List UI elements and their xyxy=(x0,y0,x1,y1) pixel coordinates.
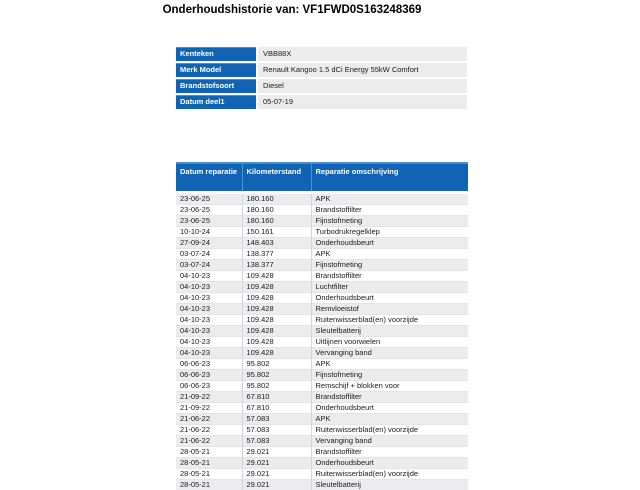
info-label: Datum deel1 xyxy=(176,95,258,109)
cell-kilometerstand: 138.377 xyxy=(242,249,311,260)
cell-kilometerstand: 95.802 xyxy=(242,381,311,392)
cell-datum-reparatie: 04-10-23 xyxy=(176,326,242,337)
cell-datum-reparatie: 06-06-23 xyxy=(176,370,242,381)
table-row xyxy=(176,469,468,480)
cell-datum-reparatie: 23-06-25 xyxy=(176,216,242,227)
cell-reparatie-omschrijving: APK xyxy=(311,193,468,205)
cell-reparatie-omschrijving: Ruitenwisserblad(en) voorzijde xyxy=(311,425,468,436)
table-row xyxy=(176,458,468,469)
cell-reparatie-omschrijving: Vervanging band xyxy=(311,436,468,447)
info-label: Brandstofsoort xyxy=(176,79,258,93)
cell-datum-reparatie: 10-10-24 xyxy=(176,227,242,238)
cell-kilometerstand: 29.021 xyxy=(242,458,311,469)
cell-datum-reparatie: 21-06-22 xyxy=(176,414,242,425)
info-value: Diesel xyxy=(258,79,467,93)
column-header: Reparatie omschrijving xyxy=(311,163,468,193)
cell-datum-reparatie: 04-10-23 xyxy=(176,293,242,304)
cell-kilometerstand: 109.428 xyxy=(242,271,311,282)
table-row xyxy=(176,271,468,282)
cell-kilometerstand: 109.428 xyxy=(242,304,311,315)
cell-datum-reparatie: 21-09-22 xyxy=(176,392,242,403)
vehicle-info-table xyxy=(176,45,467,111)
info-row xyxy=(176,63,467,77)
cell-kilometerstand: 67.810 xyxy=(242,392,311,403)
table-row xyxy=(176,293,468,304)
cell-datum-reparatie: 23-06-25 xyxy=(176,205,242,216)
cell-reparatie-omschrijving: Sleutelbatterij xyxy=(311,480,468,490)
table-row xyxy=(176,436,468,447)
table-row xyxy=(176,359,468,370)
cell-reparatie-omschrijving: Sleutelbatterij xyxy=(311,326,468,337)
cell-datum-reparatie: 04-10-23 xyxy=(176,282,242,293)
cell-kilometerstand: 180.160 xyxy=(242,193,311,205)
cell-datum-reparatie: 28-05-21 xyxy=(176,458,242,469)
table-row xyxy=(176,238,468,249)
cell-reparatie-omschrijving: Uitlijnen voorwielen xyxy=(311,337,468,348)
cell-reparatie-omschrijving: APK xyxy=(311,414,468,425)
cell-kilometerstand: 109.428 xyxy=(242,293,311,304)
table-row xyxy=(176,337,468,348)
cell-datum-reparatie: 21-06-22 xyxy=(176,425,242,436)
cell-datum-reparatie: 04-10-23 xyxy=(176,304,242,315)
cell-kilometerstand: 109.428 xyxy=(242,348,311,359)
history-body xyxy=(176,193,468,490)
cell-kilometerstand: 67.810 xyxy=(242,403,311,414)
cell-kilometerstand: 29.021 xyxy=(242,469,311,480)
info-row xyxy=(176,79,467,93)
table-row xyxy=(176,480,468,490)
table-row xyxy=(176,425,468,436)
table-row xyxy=(176,381,468,392)
cell-reparatie-omschrijving: Luchtfilter xyxy=(311,282,468,293)
cell-datum-reparatie: 04-10-23 xyxy=(176,337,242,348)
table-row xyxy=(176,260,468,271)
cell-kilometerstand: 109.428 xyxy=(242,326,311,337)
cell-kilometerstand: 95.802 xyxy=(242,370,311,381)
table-row xyxy=(176,227,468,238)
table-row xyxy=(176,326,468,337)
cell-datum-reparatie: 03-07-24 xyxy=(176,249,242,260)
info-row xyxy=(176,95,467,109)
cell-reparatie-omschrijving: Onderhoudsbeurt xyxy=(311,293,468,304)
cell-datum-reparatie: 04-10-23 xyxy=(176,271,242,282)
cell-kilometerstand: 29.021 xyxy=(242,480,311,490)
info-value: VBB88X xyxy=(258,47,467,61)
cell-datum-reparatie: 27-09-24 xyxy=(176,238,242,249)
cell-datum-reparatie: 28-05-21 xyxy=(176,469,242,480)
cell-kilometerstand: 138.377 xyxy=(242,260,311,271)
cell-reparatie-omschrijving: Fijnstofmeting xyxy=(311,216,468,227)
table-row xyxy=(176,193,468,205)
table-row xyxy=(176,315,468,326)
cell-datum-reparatie: 21-09-22 xyxy=(176,403,242,414)
cell-datum-reparatie: 23-06-25 xyxy=(176,193,242,205)
cell-reparatie-omschrijving: Onderhoudsbeurt xyxy=(311,403,468,414)
cell-reparatie-omschrijving: Remschijf + blokken voor xyxy=(311,381,468,392)
cell-kilometerstand: 109.428 xyxy=(242,282,311,293)
table-row xyxy=(176,370,468,381)
cell-reparatie-omschrijving: Brandstoffilter xyxy=(311,447,468,458)
cell-kilometerstand: 180.160 xyxy=(242,216,311,227)
cell-reparatie-omschrijving: Fijnstofmeting xyxy=(311,260,468,271)
table-row xyxy=(176,216,468,227)
cell-kilometerstand: 57.083 xyxy=(242,425,311,436)
vehicle-info-body xyxy=(176,47,467,109)
info-value: Renault Kangoo 1.5 dCi Energy 55kW Comfort xyxy=(258,63,467,77)
cell-kilometerstand: 150.161 xyxy=(242,227,311,238)
cell-datum-reparatie: 06-06-23 xyxy=(176,381,242,392)
cell-reparatie-omschrijving: Fijnstofmeting xyxy=(311,370,468,381)
info-label: Kenteken xyxy=(176,47,258,61)
cell-kilometerstand: 57.083 xyxy=(242,414,311,425)
cell-reparatie-omschrijving: Onderhoudsbeurt xyxy=(311,238,468,249)
cell-datum-reparatie: 04-10-23 xyxy=(176,315,242,326)
cell-kilometerstand: 57.083 xyxy=(242,436,311,447)
table-row xyxy=(176,304,468,315)
repair-history-table xyxy=(176,162,468,490)
cell-reparatie-omschrijving: Onderhoudsbeurt xyxy=(311,458,468,469)
cell-reparatie-omschrijving: Brandstoffilter xyxy=(311,392,468,403)
table-row xyxy=(176,205,468,216)
cell-reparatie-omschrijving: Turbodrukregelklep xyxy=(311,227,468,238)
cell-datum-reparatie: 28-05-21 xyxy=(176,447,242,458)
cell-reparatie-omschrijving: Ruitenwisserblad(en) voorzijde xyxy=(311,315,468,326)
cell-kilometerstand: 95.802 xyxy=(242,359,311,370)
cell-kilometerstand: 29.021 xyxy=(242,447,311,458)
cell-datum-reparatie: 06-06-23 xyxy=(176,359,242,370)
info-label: Merk Model xyxy=(176,63,258,77)
cell-reparatie-omschrijving: Ruitenwisserblad(en) voorzijde xyxy=(311,469,468,480)
table-row xyxy=(176,249,468,260)
cell-kilometerstand: 109.428 xyxy=(242,315,311,326)
cell-datum-reparatie: 04-10-23 xyxy=(176,348,242,359)
history-header-row xyxy=(176,163,468,193)
table-row xyxy=(176,348,468,359)
info-value: 05-07-19 xyxy=(258,95,467,109)
cell-reparatie-omschrijving: APK xyxy=(311,359,468,370)
cell-kilometerstand: 148.403 xyxy=(242,238,311,249)
cell-kilometerstand: 109.428 xyxy=(242,337,311,348)
cell-reparatie-omschrijving: Brandstoffilter xyxy=(311,271,468,282)
table-row xyxy=(176,282,468,293)
cell-kilometerstand: 180.160 xyxy=(242,205,311,216)
cell-datum-reparatie: 03-07-24 xyxy=(176,260,242,271)
table-row xyxy=(176,392,468,403)
table-row xyxy=(176,447,468,458)
column-header: Datum reparatie xyxy=(176,163,242,193)
table-row xyxy=(176,403,468,414)
cell-reparatie-omschrijving: APK xyxy=(311,249,468,260)
table-row xyxy=(176,414,468,425)
cell-datum-reparatie: 28-05-21 xyxy=(176,480,242,490)
cell-reparatie-omschrijving: Vervanging band xyxy=(311,348,468,359)
column-header: Kilometerstand xyxy=(242,163,311,193)
cell-reparatie-omschrijving: Remvloeistof xyxy=(311,304,468,315)
info-row xyxy=(176,47,467,61)
cell-datum-reparatie: 21-06-22 xyxy=(176,436,242,447)
page-title: Onderhoudshistorie van: VF1FWD0S163248369 xyxy=(0,4,584,16)
cell-reparatie-omschrijving: Brandstoffilter xyxy=(311,205,468,216)
